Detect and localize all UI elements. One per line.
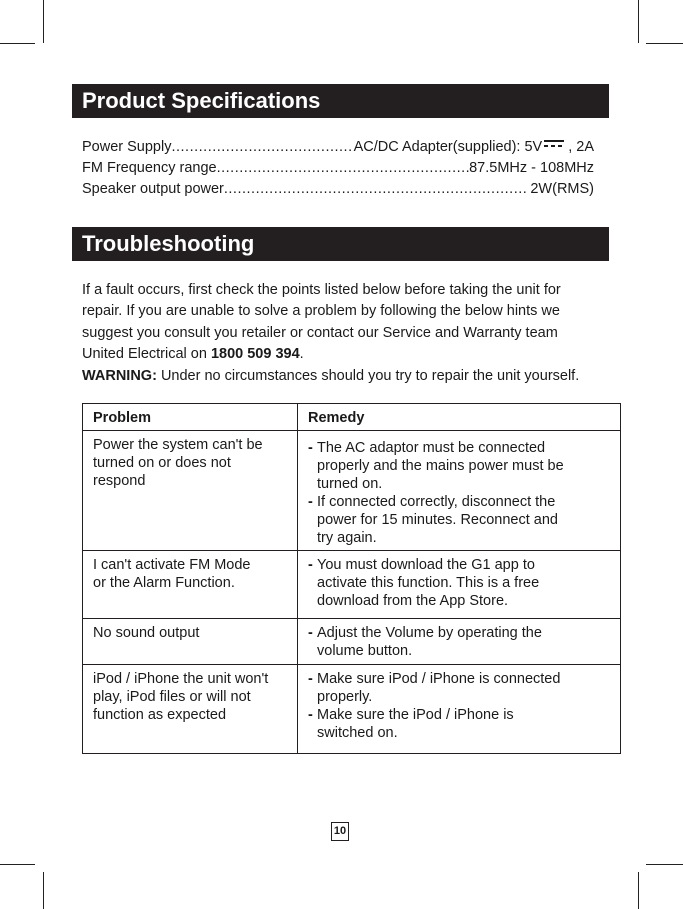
troubleshooting-intro (82, 280, 642, 387)
spec-fm-range (82, 158, 594, 178)
intro-line: suggest you consult you retailer or contact our Service and Warranty team (82, 324, 558, 341)
intro-line: repair. If you are unable to solve a problem by following the below hints we (82, 303, 560, 320)
dot-leader (224, 179, 526, 199)
crop-mark (0, 864, 35, 865)
problem-line: turned on or does not (93, 455, 231, 471)
remedy-line: If connected correctly, disconnect the (317, 494, 556, 510)
remedy-line: Adjust the Volume by operating the (317, 625, 542, 641)
warning-line (82, 366, 642, 387)
crop-mark (43, 0, 44, 43)
phone-number: 1800 509 394 (210, 346, 300, 363)
problem-line: No sound output (93, 625, 200, 641)
remedy-line: volume button. (317, 643, 413, 659)
spec-power-supply (82, 137, 594, 157)
remedy-cell (298, 665, 621, 754)
problem-line: play, iPod files or will not (93, 689, 251, 705)
table-row (83, 431, 621, 551)
problem-line: function as expected (93, 707, 227, 723)
problem-cell (83, 619, 298, 665)
dc-symbol-icon (543, 139, 565, 151)
remedy-line: switched on. (317, 725, 398, 741)
remedy-line: try again. (317, 530, 377, 546)
dash-bullet: - (308, 671, 313, 687)
remedy-line: properly and the mains power must be (317, 458, 564, 474)
spec-label: FM Frequency range (82, 160, 217, 176)
remedy-line: activate this function. This is a free (317, 575, 540, 591)
remedy-item (308, 706, 614, 742)
specs-heading: Product Specifications (72, 84, 609, 118)
problem-line: Power the system can't be (93, 437, 263, 453)
problem-cell (83, 551, 298, 619)
remedy-cell (298, 619, 621, 665)
dash-bullet: - (308, 440, 313, 456)
dash-bullet: - (308, 707, 313, 723)
remedy-line: download from the App Store. (317, 593, 509, 609)
table-row (83, 551, 621, 619)
spec-value-suffix: , 2A (568, 139, 594, 155)
warning-label: WARNING: (82, 367, 157, 384)
remedy-line: properly. (317, 689, 373, 705)
table-header-row (83, 404, 621, 431)
crop-mark (646, 43, 683, 44)
spec-label: Speaker output power (82, 181, 224, 197)
remedy-item (308, 493, 614, 547)
contact-line (82, 344, 642, 365)
remedy-item (308, 624, 614, 660)
problem-line: respond (93, 473, 146, 489)
dash-bullet: - (308, 494, 313, 510)
remedy-line: You must download the G1 app to (317, 557, 535, 573)
spec-value: 2W(RMS) (530, 181, 594, 197)
remedy-item (308, 670, 614, 706)
troubleshooting-table (82, 403, 621, 754)
remedy-line: The AC adaptor must be connected (317, 440, 546, 456)
remedy-line: turned on. (317, 476, 383, 492)
problem-line: or the Alarm Function. (93, 575, 235, 591)
problem-cell (83, 431, 298, 551)
intro-line: If a fault occurs, first check the points listed below before taking the unit for (82, 282, 561, 298)
dash-bullet: - (308, 625, 313, 641)
spec-value: AC/DC Adapter(supplied): 5V (353, 139, 543, 155)
problem-header: Problem (83, 404, 298, 431)
remedy-line: power for 15 minutes. Reconnect and (317, 512, 558, 528)
crop-mark (646, 864, 683, 865)
remedy-item (308, 439, 614, 493)
table-row (83, 619, 621, 665)
problem-line: I can't activate FM Mode (93, 557, 251, 573)
remedy-cell (298, 431, 621, 551)
page-number: 10 (331, 822, 349, 841)
crop-mark (0, 43, 35, 44)
remedy-line: Make sure iPod / iPhone is connected (317, 671, 561, 687)
problem-line: iPod / iPhone the unit won't (93, 671, 269, 687)
table-row (83, 665, 621, 754)
contact-suffix: . (299, 346, 304, 363)
spec-value: 87.5MHz - 108MHz (469, 160, 594, 176)
warning-text: Under no circumstances should you try to repair the unit yourself. (160, 367, 580, 384)
troubleshooting-heading: Troubleshooting (72, 227, 609, 261)
crop-mark (638, 0, 639, 43)
contact-prefix: United Electrical on (82, 346, 207, 363)
spec-speaker-output (82, 179, 594, 199)
dot-leader (171, 137, 351, 157)
spec-label: Power Supply (82, 139, 172, 155)
remedy-line: Make sure the iPod / iPhone is (317, 707, 514, 723)
crop-mark (43, 872, 44, 909)
remedy-header: Remedy (298, 404, 621, 431)
remedy-item (308, 556, 614, 610)
dot-leader (217, 158, 470, 178)
remedy-cell (298, 551, 621, 619)
problem-cell (83, 665, 298, 754)
dash-bullet: - (308, 557, 313, 573)
crop-mark (638, 872, 639, 909)
